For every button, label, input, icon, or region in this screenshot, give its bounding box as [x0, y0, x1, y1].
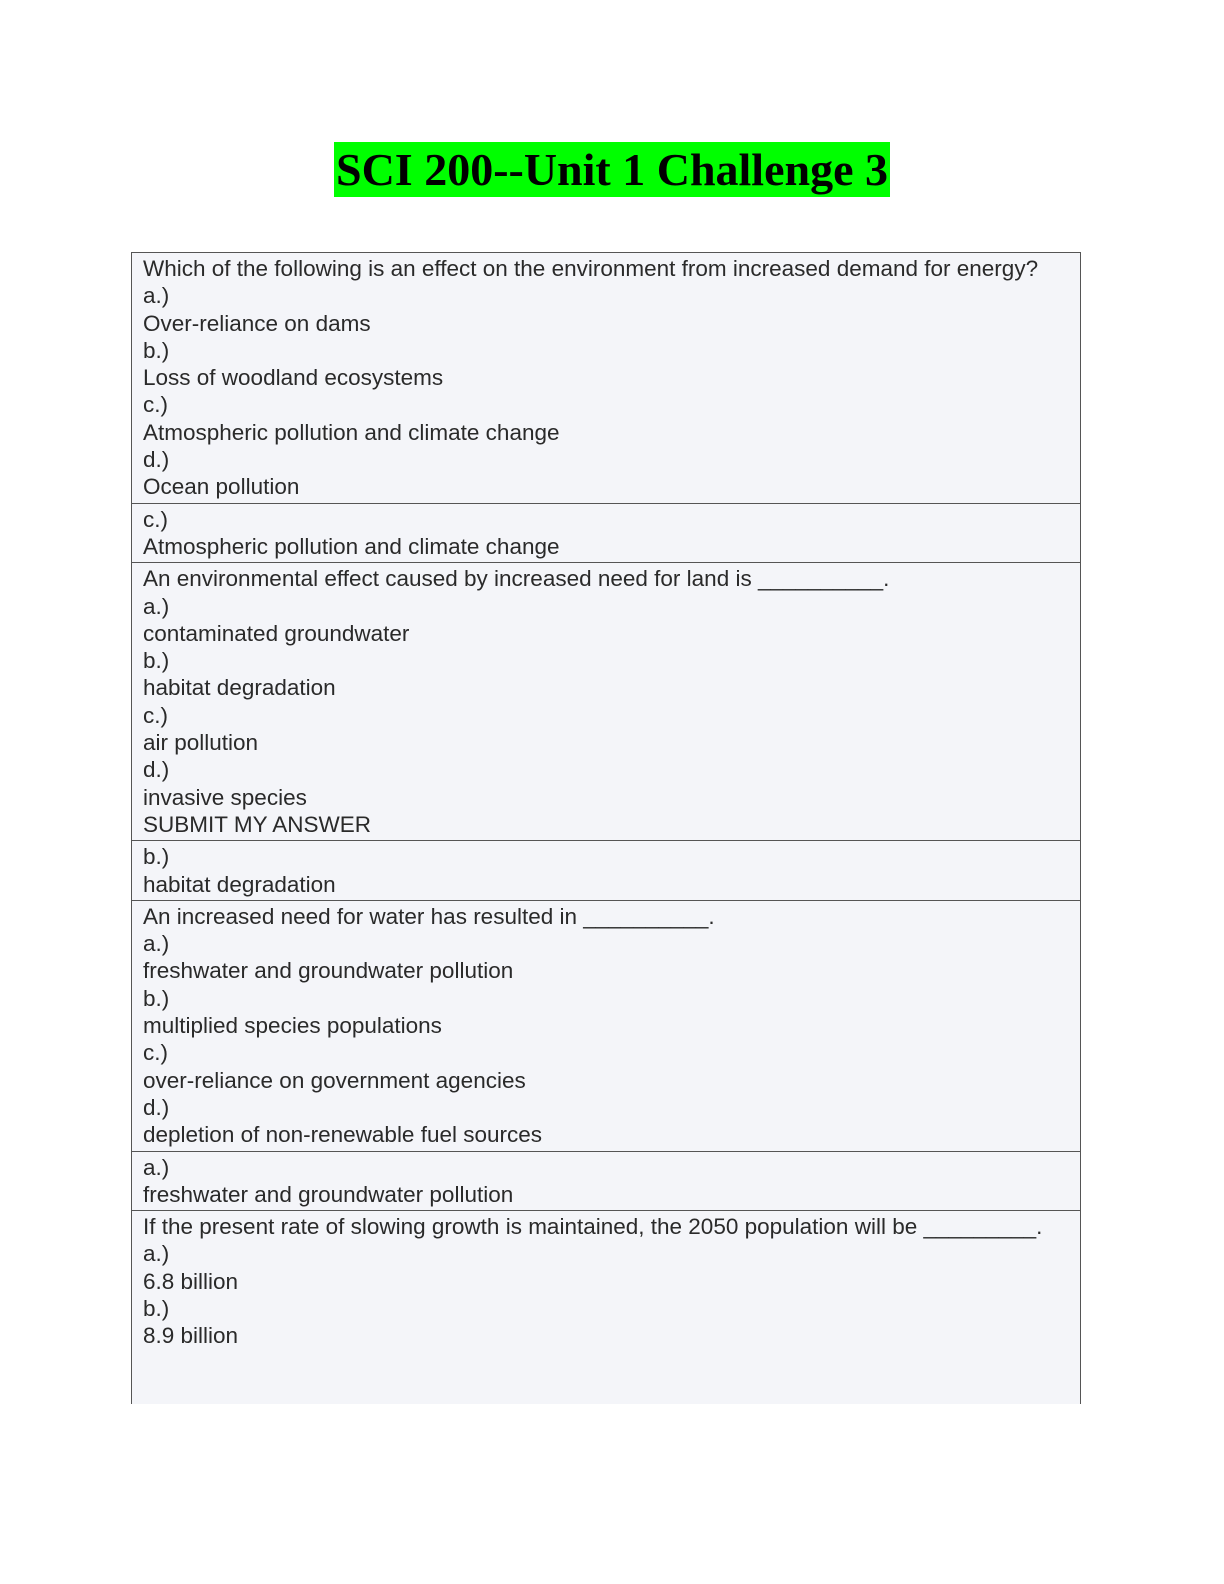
- answer-letter: a.): [143, 1154, 170, 1180]
- option-letter: c.): [143, 392, 168, 418]
- option-letter: d.): [143, 757, 170, 783]
- option-letter: a.): [143, 1241, 170, 1267]
- option-letter: b.): [143, 1295, 170, 1321]
- option-text: Loss of woodland ecosystems: [143, 365, 444, 391]
- option-letter: c.): [143, 702, 168, 728]
- option-letter: c.): [143, 1040, 168, 1066]
- title-wrapper: [0, 142, 1224, 197]
- submit-answer-label: SUBMIT MY ANSWER: [143, 811, 371, 837]
- question-text: An environmental effect caused by increased need for land is __________.: [143, 566, 890, 592]
- question-text: An increased need for water has resulted in __________.: [143, 903, 715, 929]
- option-letter: d.): [143, 447, 170, 473]
- answer-cell: [132, 504, 1080, 564]
- option-letter: d.): [143, 1094, 170, 1120]
- option-letter: a.): [143, 931, 170, 957]
- option-text: contaminated groundwater: [143, 620, 410, 646]
- option-letter: a.): [143, 283, 170, 309]
- option-letter: b.): [143, 648, 170, 674]
- question-cell: [132, 253, 1080, 504]
- question-cell: [132, 901, 1080, 1152]
- option-letter: a.): [143, 593, 170, 619]
- option-text: habitat degradation: [143, 675, 336, 701]
- option-text: multiplied species populations: [143, 1013, 442, 1039]
- answer-text: freshwater and groundwater pollution: [143, 1181, 514, 1207]
- option-text: Atmospheric pollution and climate change: [143, 419, 560, 445]
- document-title: SCI 200--Unit 1 Challenge 3: [335, 144, 889, 195]
- question-cell: [132, 1211, 1080, 1351]
- answer-letter: b.): [143, 844, 170, 870]
- question-table: [131, 252, 1081, 1404]
- option-letter: b.): [143, 985, 170, 1011]
- question-cell: [132, 563, 1080, 841]
- option-text: invasive species: [143, 784, 307, 810]
- answer-text: habitat degradation: [143, 871, 336, 897]
- question-text: Which of the following is an effect on the environment from increased demand for energy?: [143, 256, 1039, 281]
- answer-text: Atmospheric pollution and climate change: [143, 533, 560, 559]
- option-text: air pollution: [143, 730, 259, 756]
- answer-letter: c.): [143, 506, 168, 532]
- option-letter: b.): [143, 337, 170, 363]
- option-text: over-reliance on government agencies: [143, 1067, 526, 1093]
- option-text: Ocean pollution: [143, 474, 300, 500]
- option-text: depletion of non-renewable fuel sources: [143, 1122, 543, 1148]
- option-text: 6.8 billion: [143, 1268, 239, 1294]
- option-text: Over-reliance on dams: [143, 310, 371, 336]
- option-text: 8.9 billion: [143, 1323, 239, 1349]
- question-text: If the present rate of slowing growth is maintained, the 2050 population will be _________.: [143, 1214, 1043, 1240]
- answer-cell: [132, 1152, 1080, 1212]
- answer-cell: [132, 841, 1080, 901]
- option-text: freshwater and groundwater pollution: [143, 958, 514, 984]
